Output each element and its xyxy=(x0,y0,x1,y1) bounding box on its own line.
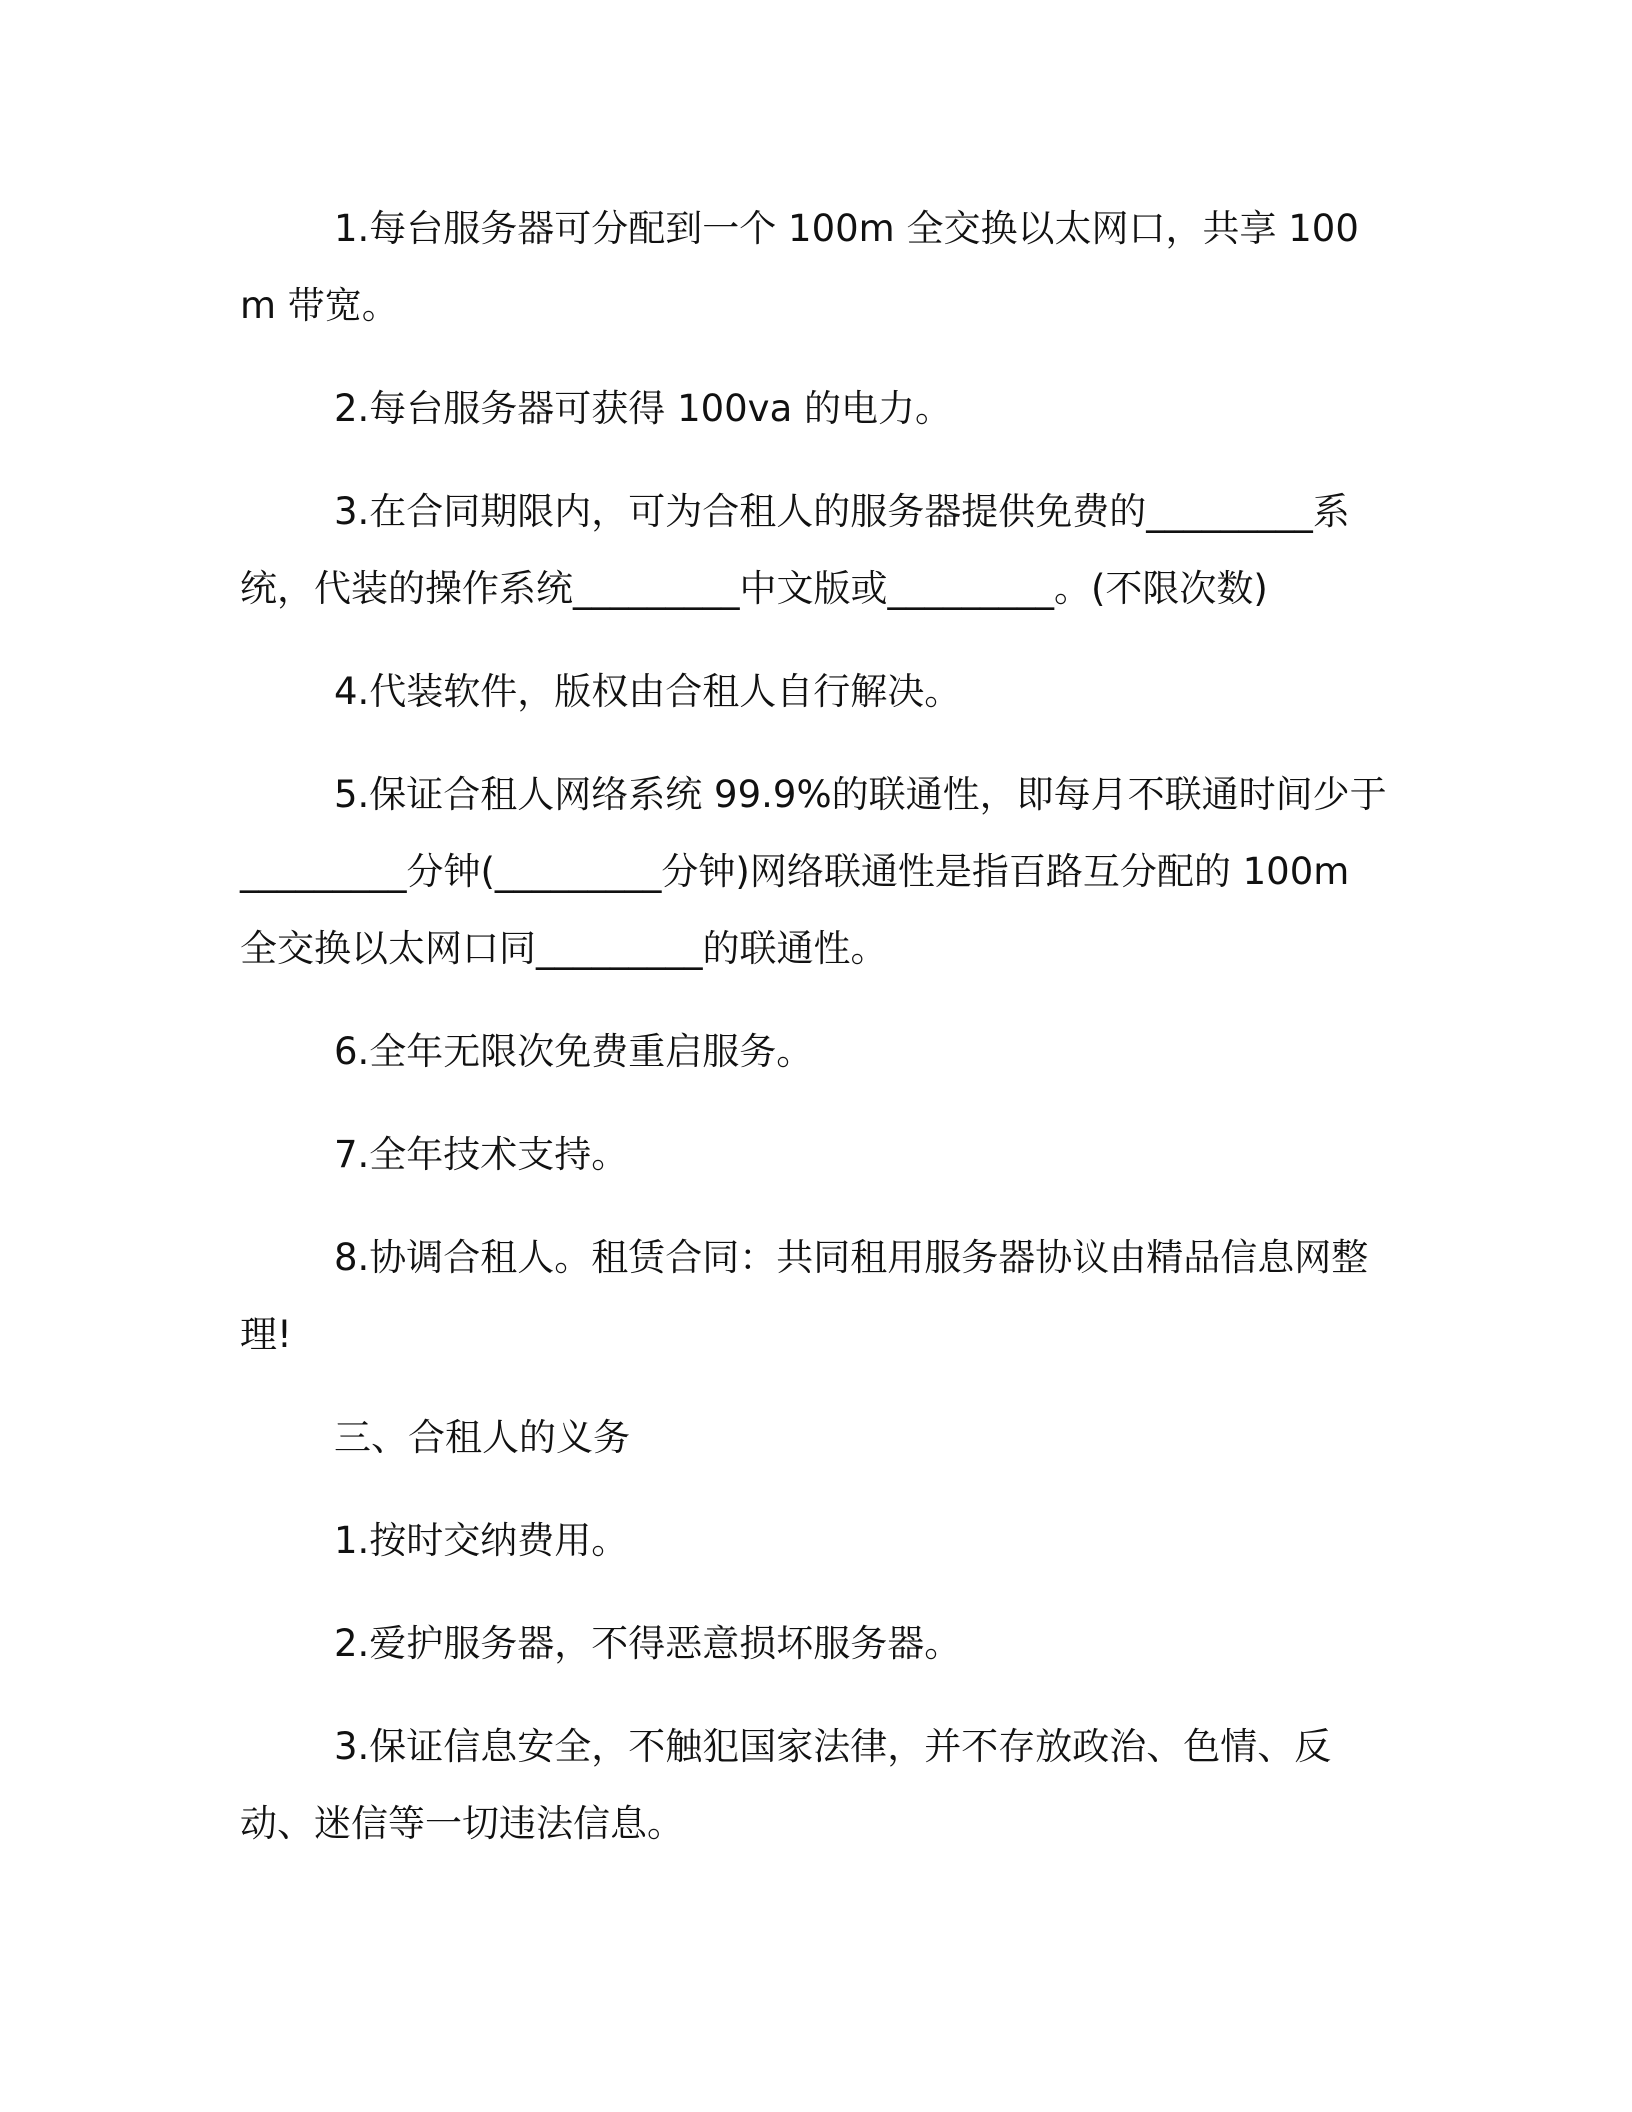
clause-6-restart: 6.全年无限次免费重启服务。 xyxy=(334,1030,814,1073)
clause-8-coordinate: 8.协调合租人。租赁合同：共同租用服务器协议由精品信息网整理! xyxy=(240,1236,1369,1356)
obligation-2-care: 2.爱护服务器，不得恶意损坏服务器。 xyxy=(334,1622,962,1665)
clause-7-support: 7.全年技术支持。 xyxy=(334,1133,629,1176)
clause-2-power: 2.每台服务器可获得 100va 的电力。 xyxy=(334,387,953,430)
obligation-1-fees: 1.按时交纳费用。 xyxy=(334,1519,629,1562)
clause-1-bandwidth: 1.每台服务器可分配到一个 100m 全交换以太网口，共享 100m 带宽。 xyxy=(240,207,1359,327)
section-heading-obligations: 三、合租人的义务 xyxy=(334,1416,630,1459)
clause-5-connectivity: 5.保证合租人网络系统 99.9%的联通性，即每月不联通时间少于_________分钟(_________分钟)网络联通性是指百路互分配的 100m 全交换以太网口同_________的联通性。 xyxy=(240,773,1387,970)
clause-3-system: 3.在合同期限内，可为合租人的服务器提供免费的_________系统，代装的操作系统_________中文版或_________。(不限次数) xyxy=(240,490,1350,610)
obligation-3-security: 3.保证信息安全，不触犯国家法律，并不存放政治、色情、反动、迷信等一切违法信息。 xyxy=(240,1725,1332,1845)
document-body xyxy=(240,190,1390,1888)
clause-4-software: 4.代装软件，版权由合租人自行解决。 xyxy=(334,670,962,713)
